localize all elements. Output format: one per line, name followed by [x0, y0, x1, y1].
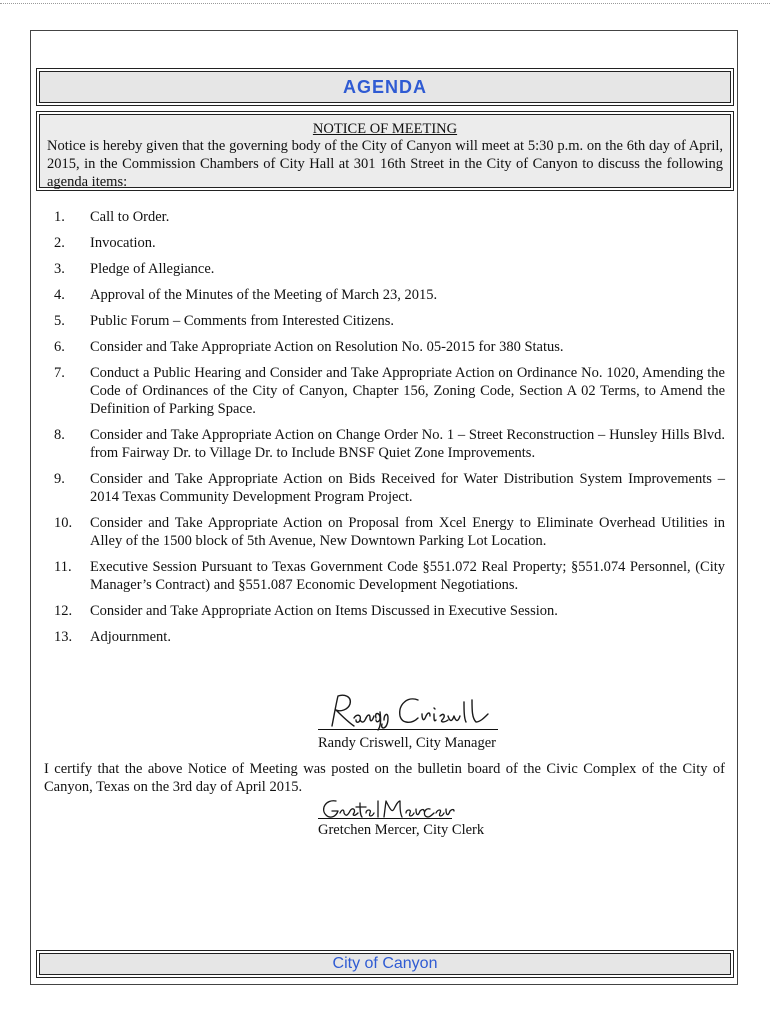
agenda-item-number: 2. [54, 235, 65, 251]
agenda-item-text: Pledge of Allegiance. [90, 261, 215, 277]
agenda-item [44, 628, 725, 646]
agenda-item-text: Consider and Take Appropriate Action on Proposal from Xcel Energy to Eliminate Overhead Utilities in Alley of the 1500 block of 5th Avenue, New Downtown Parking Lot Location. [90, 515, 725, 549]
top-divider [0, 3, 770, 4]
notice-box-inner [39, 114, 731, 188]
notice-heading: NOTICE OF MEETING [312, 121, 458, 137]
footer-banner-inner [39, 953, 731, 975]
agenda-item-text: Conduct a Public Hearing and Consider and Take Appropriate Action on Ordinance No. 1020, Amending the Code of Ordinances of the City of Canyon, Chapter 156, Zoning Code, Section A 02 Terms, to Amend the Definition of Parking Space. [90, 365, 725, 417]
agenda-item-number: 6. [54, 339, 65, 355]
manager-signature [318, 690, 498, 732]
agenda-item [44, 426, 725, 462]
agenda-item [44, 338, 725, 356]
agenda-item-number: 11. [54, 559, 72, 575]
manager-signature-line [318, 729, 498, 730]
agenda-item-number: 8. [54, 427, 65, 443]
agenda-item-text: Consider and Take Appropriate Action on Change Order No. 1 – Street Reconstruction – Hunsley Hills Blvd. from Fairway Dr. to Village Dr. to Include BNSF Quiet Zone Improvements. [90, 427, 725, 461]
agenda-item-text: Call to Order. [90, 209, 170, 225]
agenda-item-number: 10. [54, 515, 73, 531]
manager-signature-caption: Randy Criswell, City Manager [318, 735, 497, 751]
agenda-item [44, 514, 725, 550]
agenda-item-text: Adjournment. [90, 629, 171, 645]
agenda-item-text: Consider and Take Appropriate Action on Bids Received for Water Distribution System Improvements – 2014 Texas Community Development Program Project. [90, 471, 725, 505]
agenda-item-text: Consider and Take Appropriate Action on Items Discussed in Executive Session. [90, 603, 558, 619]
agenda-item [44, 470, 725, 506]
agenda-banner [36, 68, 734, 106]
notice-box [36, 111, 734, 191]
agenda-banner-inner [39, 71, 731, 103]
agenda-item-text: Approval of the Minutes of the Meeting of March 23, 2015. [90, 287, 438, 303]
certification-text: I certify that the above Notice of Meeting was posted on the bulletin board of the Civic Complex of the City of Canyon, Texas on the 3rd day of April 2015. [44, 761, 725, 795]
agenda-item [44, 312, 725, 330]
agenda-item-text: Public Forum – Comments from Interested Citizens. [90, 313, 395, 329]
notice-text: Notice is hereby given that the governing body of the City of Canyon will meet at 5:30 p.m. on the 6th day of April, 2015, in the Commission Chambers of City Hall at 301 16th Street in the City of Canyon to discuss the following agenda items: [47, 138, 723, 190]
footer-banner [36, 950, 734, 978]
agenda-item-number: 4. [54, 287, 65, 303]
agenda-item-text: Invocation. [90, 235, 156, 251]
agenda-item [44, 602, 725, 620]
agenda-item-text: Executive Session Pursuant to Texas Government Code §551.072 Real Property; §551.074 Personnel, (City Manager’s Contract) and §551.087 Economic Development Negotiations. [90, 559, 725, 593]
page-title: AGENDA [342, 76, 427, 97]
agenda-item [44, 260, 725, 278]
agenda-item-number: 13. [54, 629, 73, 645]
agenda-list [44, 208, 725, 646]
agenda-item [44, 364, 725, 418]
clerk-signature-caption: Gretchen Mercer, City Clerk [318, 822, 485, 838]
agenda-item-number: 3. [54, 261, 65, 277]
agenda-item-number: 12. [54, 603, 73, 619]
agenda-item [44, 208, 725, 226]
agenda-item-number: 5. [54, 313, 65, 329]
agenda-item-number: 7. [54, 365, 65, 381]
clerk-signature-line [318, 818, 452, 819]
agenda-item-text: Consider and Take Appropriate Action on Resolution No. 05-2015 for 380 Status. [90, 339, 564, 355]
agenda-item [44, 286, 725, 304]
footer-city-name: City of Canyon [332, 955, 438, 972]
agenda-item [44, 558, 725, 594]
agenda-item-number: 9. [54, 471, 65, 487]
agenda-item-number: 1. [54, 209, 65, 225]
agenda-item [44, 234, 725, 252]
